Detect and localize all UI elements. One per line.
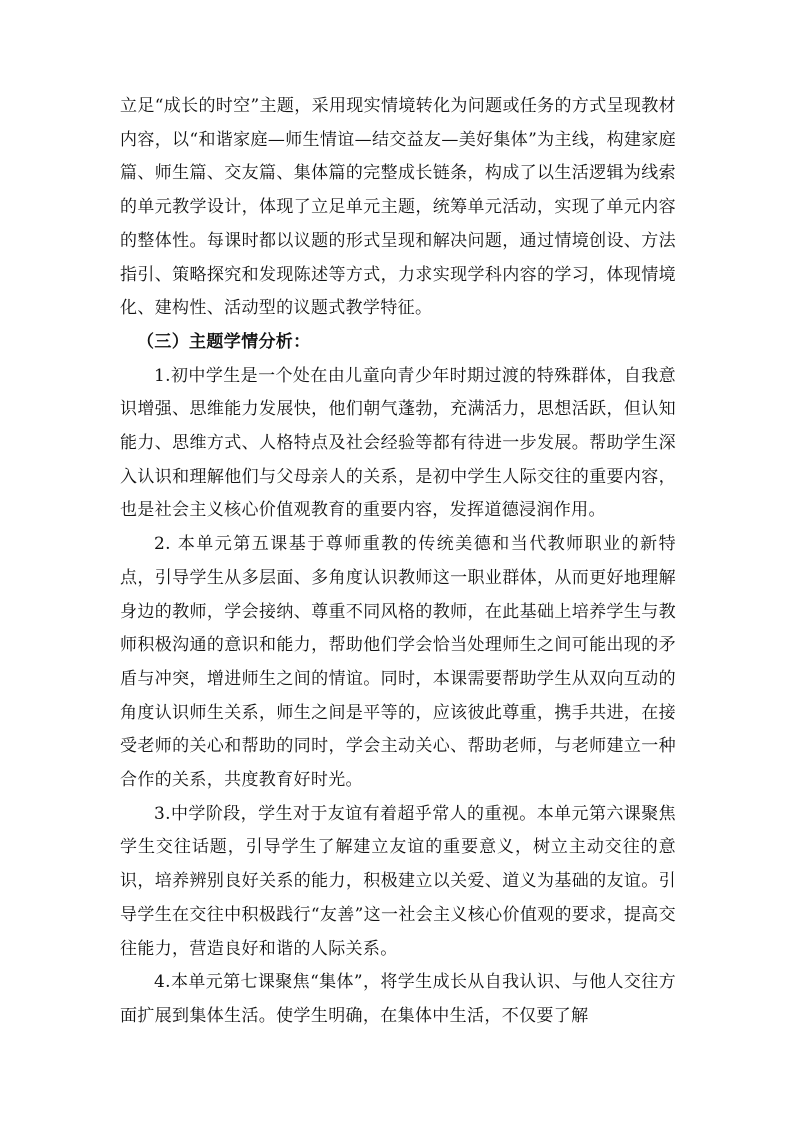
- document-body: [120, 90, 676, 1034]
- paragraph-unit-design: 立足“成长的时空”主题，采用现实情境转化为问题或任务的方式呈现教材内容，以“和谐家庭—师生情谊—结交益友—美好集体”为主线，构建家庭篇、师生篇、交友篇、集体篇的完整成长链条，构成了以生活逻辑为线索的单元教学设计，体现了立足单元主题，统筹单元活动，实现了单元内容的整体性。每课时都以议题的形式呈现和解决问题，通过情境创设、方法指引、策略探究和发现陈述等方式，力求实现学科内容的学习，体现情境化、建构性、活动型的议题式教学特征。: [120, 96, 676, 319]
- paragraph-point-2: 2. 本单元第五课基于尊师重教的传统美德和当代教师职业的新特点，引导学生从多层面、多角度认识教师这一职业群体，从而更好地理解身边的教师，学会接纳、尊重不同风格的教师，在此基础上培养学生与教师积极沟通的意识和能力，帮助他们学会恰当处理师生之间可能出现的矛盾与冲突，增进师生之间的情谊。同时，本课需要帮助学生从双向互动的角度认识师生关系，师生之间是平等的，应该彼此尊重，携手共进，在接受老师的关心和帮助的同时，学会主动关心、帮助老师，与老师建立一种合作的关系，共度教育好时光。: [120, 534, 676, 791]
- section-heading-learner-analysis: （三）主题学情分析：: [137, 331, 311, 352]
- paragraph-point-1: 1.初中学生是一个处在由儿童向青少年时期过渡的特殊群体，自我意识增强、思维能力发展快，他们朝气蓬勃，充满活力，思想活跃，但认知能力、思维方式、人格特点及社会经验等都有待进一步发展。帮助学生深入认识和理解他们与父母亲人的关系，是初中学生人际交往的重要内容，也是社会主义核心价值观教育的重要内容，发挥道德浸润作用。: [120, 365, 676, 521]
- paragraph-point-3: 3.中学阶段，学生对于友谊有着超乎常人的重视。本单元第六课聚焦学生交往话题，引导学生了解建立友谊的重要意义，树立主动交往的意识，培养辨别良好关系的能力，积极建立以关爱、道义为基础的友谊。引导学生在交往中积极践行“友善”这一社会主义核心价值观的要求，提高交往能力，营造良好和谐的人际关系。: [120, 803, 676, 959]
- paragraph-point-4: 4.本单元第七课聚焦“集体”，将学生成长从自我认识、与他人交往方面扩展到集体生活。使学生明确，在集体中生活，不仅要了解: [120, 972, 676, 1026]
